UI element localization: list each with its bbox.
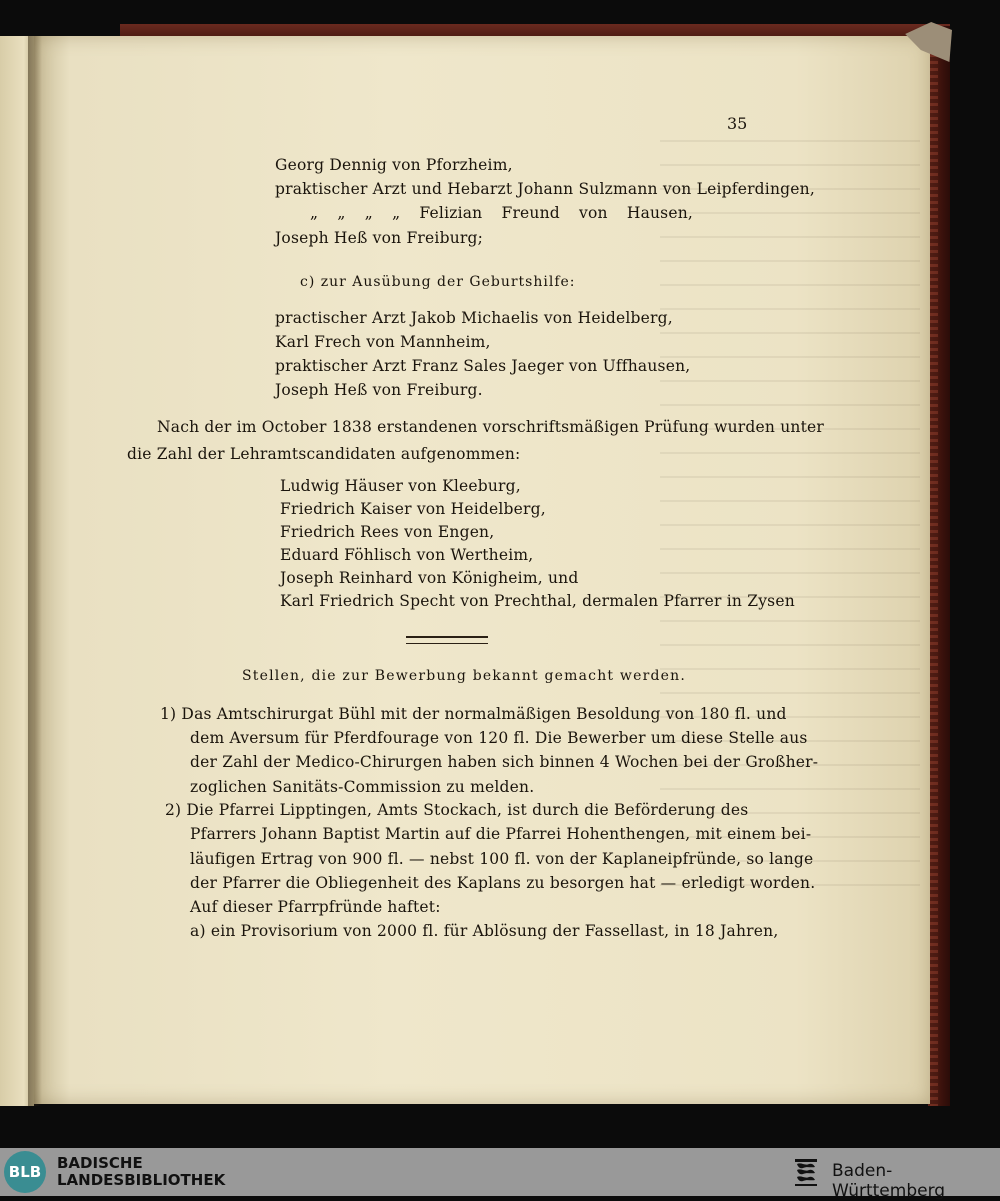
text-line: Joseph Heß von Freiburg. [275, 381, 483, 399]
gutter-shadow [28, 36, 42, 1106]
paragraph-line: a) ein Provisorium von 2000 fl. für Ablösung der Fassellast, in 18 Jahren, [190, 922, 779, 940]
paragraph-line: die Zahl der Lehramtscandidaten aufgenommen: [127, 445, 521, 463]
text-line: „ „ „ „ Felizian Freund von Hausen, [310, 204, 694, 222]
text-line: Friedrich Rees von Engen, [280, 523, 495, 541]
text-line: Georg Dennig von Pforzheim, [275, 156, 513, 174]
viewer-footer [0, 1148, 1000, 1201]
text-line: Karl Friedrich Specht von Prechthal, dermalen Pfarrer in Zysen [280, 592, 795, 610]
show-through-text [660, 140, 920, 900]
paragraph-line: Pfarrers Johann Baptist Martin auf die Pfarrei Hohenthengen, mit einem bei- [190, 825, 812, 843]
text-line: praktischer Arzt und Hebarzt Johann Sulzmann von Leipferdingen, [275, 180, 815, 198]
library-name[interactable] [57, 1155, 225, 1189]
subsection-heading: c) zur Ausübung der Geburtshilfe: [300, 274, 576, 290]
paragraph-line: 2) Die Pfarrei Lipptingen, Amts Stockach, ist durch die Beförderung des [165, 801, 749, 819]
text-line: Karl Frech von Mannheim, [275, 333, 491, 351]
paragraph-line: 1) Das Amtschirurgat Bühl mit der normalmäßigen Besoldung von 180 fl. und [160, 705, 787, 723]
paragraph-line: Auf dieser Pfarrpfründe haftet: [190, 898, 441, 916]
text-line: praktischer Arzt Franz Sales Jaeger von Uffhausen, [275, 357, 691, 375]
paragraph-line: der Pfarrer die Obliegenheit des Kaplans zu besorgen hat — erledigt worden. [190, 874, 816, 892]
blb-logo[interactable]: BLB [4, 1151, 46, 1193]
paragraph-line: zoglichen Sanitäts-Commission zu melden. [190, 778, 535, 796]
text-line: Friedrich Kaiser von Heidelberg, [280, 500, 546, 518]
page-number: 35 [727, 114, 748, 133]
text-line: Joseph Reinhard von Königheim, und [280, 569, 579, 587]
library-name-line2: LANDESBIBLIOTHEK [57, 1171, 226, 1189]
text-line: Eduard Föhlisch von Wertheim, [280, 546, 534, 564]
paragraph-line: der Zahl der Medico-Chirurgen haben sich binnen 4 Wochen bei der Großher- [190, 753, 819, 771]
book-cover-right-edge [928, 26, 950, 1106]
library-name-line1: BADISCHE [57, 1154, 143, 1172]
section-divider [406, 636, 488, 644]
baden-wuerttemberg-lions-icon [792, 1156, 820, 1188]
paragraph-line: Nach der im October 1838 erstandenen vorschriftsmäßigen Prüfung wurden unter [157, 418, 824, 436]
text-line: Ludwig Häuser von Kleeburg, [280, 477, 521, 495]
paragraph-line: läufigen Ertrag von 900 fl. — nebst 100 fl. von der Kaplaneipfründe, so lange [190, 850, 814, 868]
section-heading: Stellen, die zur Bewerbung bekannt gemacht werden. [242, 668, 686, 684]
state-name[interactable]: Baden-Württemberg [832, 1161, 946, 1201]
paragraph-line: dem Aversum für Pferdfourage von 120 fl. Die Bewerber um diese Stelle aus [190, 729, 808, 747]
text-line: practischer Arzt Jakob Michaelis von Heidelberg, [275, 309, 673, 327]
text-line: Joseph Heß von Freiburg; [275, 229, 484, 247]
